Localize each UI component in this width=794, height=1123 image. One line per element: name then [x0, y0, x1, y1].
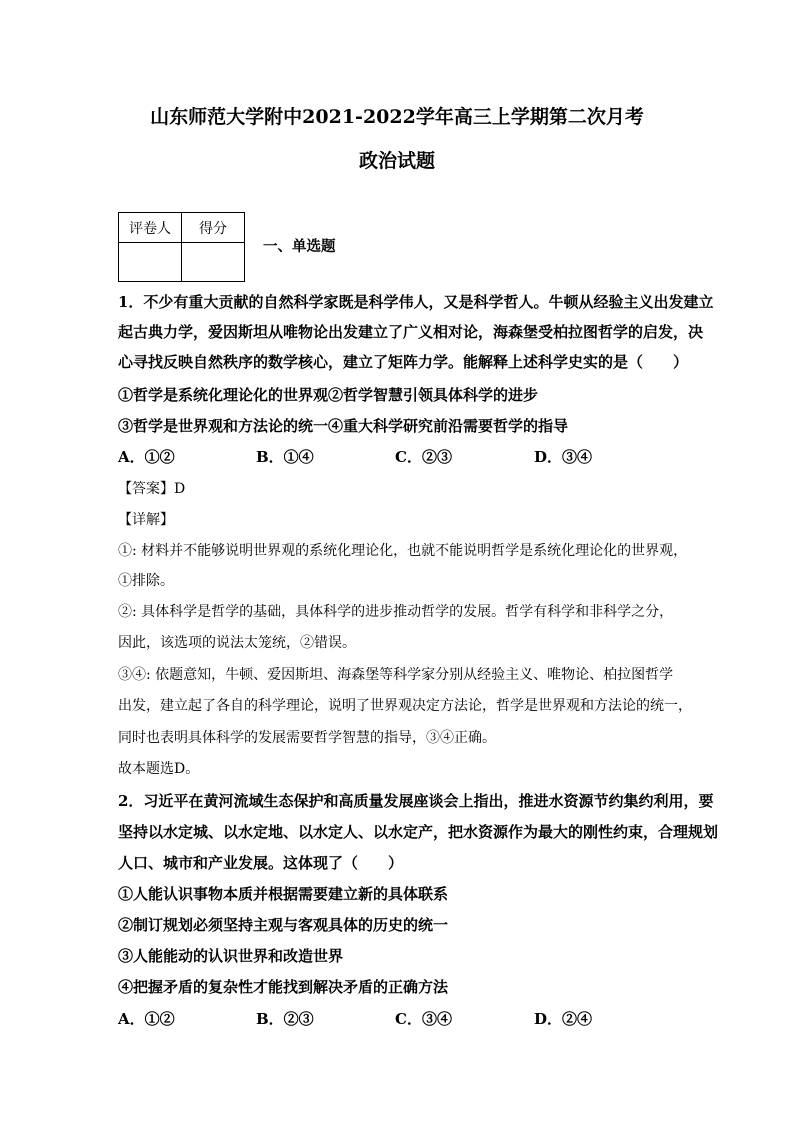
q1-explanation-line: ①排除。	[118, 573, 174, 589]
q2-option-a: A．①②	[118, 1010, 175, 1028]
q1-option-d: D．③④	[534, 448, 593, 466]
q1-explanation-line: ③④: 依题意知，牛顿、爱因斯坦、海森堡等科学家分别从经验主义、唯物论、柏拉图哲学	[118, 667, 674, 683]
q1-option-a: A．①②	[118, 448, 175, 466]
q2-stem-line: 人口、城市和产业发展。这体现了（ ）	[118, 854, 404, 872]
q1-statement: ①哲学是系统化理论化的世界观②哲学智慧引领具体科学的进步	[118, 386, 539, 404]
q2-statement: ④把握矛盾的复杂性才能找到解决矛盾的正确方法	[118, 978, 449, 996]
grader-label: 评卷人	[119, 213, 182, 243]
q1-stem-line: 起古典力学，爱因斯坦从唯物论出发建立了广义相对论，海森堡受柏拉图哲学的启发，决	[118, 323, 704, 341]
score-label: 得分	[182, 213, 245, 243]
q1-stem-line: 1．不少有重大贡献的自然科学家既是科学伟人，又是科学哲人。牛顿从经验主义出发建立	[118, 293, 714, 311]
q1-explanation-line: 因此，该选项的说法太笼统，②错误。	[118, 635, 356, 651]
q1-detail-label: 【详解】	[118, 512, 174, 528]
q1-explanation-line: 故本题选D。	[118, 761, 200, 777]
section-heading: 一、单选题	[263, 238, 336, 255]
q1-explanation-line: 同时也表明具体科学的发展需要哲学智慧的指导，③④正确。	[118, 730, 496, 746]
q1-stem-line: 心寻找反映自然秩序的数学核心，建立了矩阵力学。能解释上述科学史实的是（ ）	[118, 353, 689, 371]
exam-title: 山东师范大学附中2021-2022学年高三上学期第二次月考	[150, 106, 644, 128]
q1-option-b: B．①④	[256, 448, 314, 466]
q2-option-b: B．②③	[256, 1010, 314, 1028]
score-table	[118, 212, 245, 282]
q1-answer: 【答案】D	[118, 481, 186, 497]
q1-explanation-line: ①: 材料并不能够说明世界观的系统化理论化，也就不能说明哲学是系统化理论化的世界观，	[118, 543, 688, 559]
q2-statement: ①人能认识事物本质并根据需要建立新的具体联系	[118, 885, 449, 903]
q1-explanation-line: ②: 具体科学是哲学的基础，具体科学的进步推动哲学的发展。哲学有科学和非科学之分，	[118, 604, 674, 620]
q1-option-c: C．②③	[395, 448, 452, 466]
q1-explanation-line: 出发，建立起了各自的科学理论，说明了世界观决定方法论，哲学是世界观和方法论的统一，	[118, 698, 692, 714]
q2-option-d: D．②④	[534, 1010, 593, 1028]
q2-stem-line: 2．习近平在黄河流域生态保护和高质量发展座谈会上指出，推进水资源节约集约利用，要	[118, 792, 714, 810]
grader-cell	[119, 243, 182, 282]
q2-option-c: C．③④	[395, 1010, 452, 1028]
score-cell	[182, 243, 245, 282]
q2-statement: ②制订规划必须坚持主观与客观具体的历史的统一	[118, 916, 449, 934]
q2-statement: ③人能能动的认识世界和改造世界	[118, 947, 344, 965]
q2-stem-line: 坚持以水定城、以水定地、以水定人、以水定产，把水资源作为最大的刚性约束，合理规划	[118, 823, 719, 841]
exam-subject: 政治试题	[358, 150, 435, 172]
q1-statement: ③哲学是世界观和方法论的统一④重大科学研究前沿需要哲学的指导	[118, 417, 569, 435]
